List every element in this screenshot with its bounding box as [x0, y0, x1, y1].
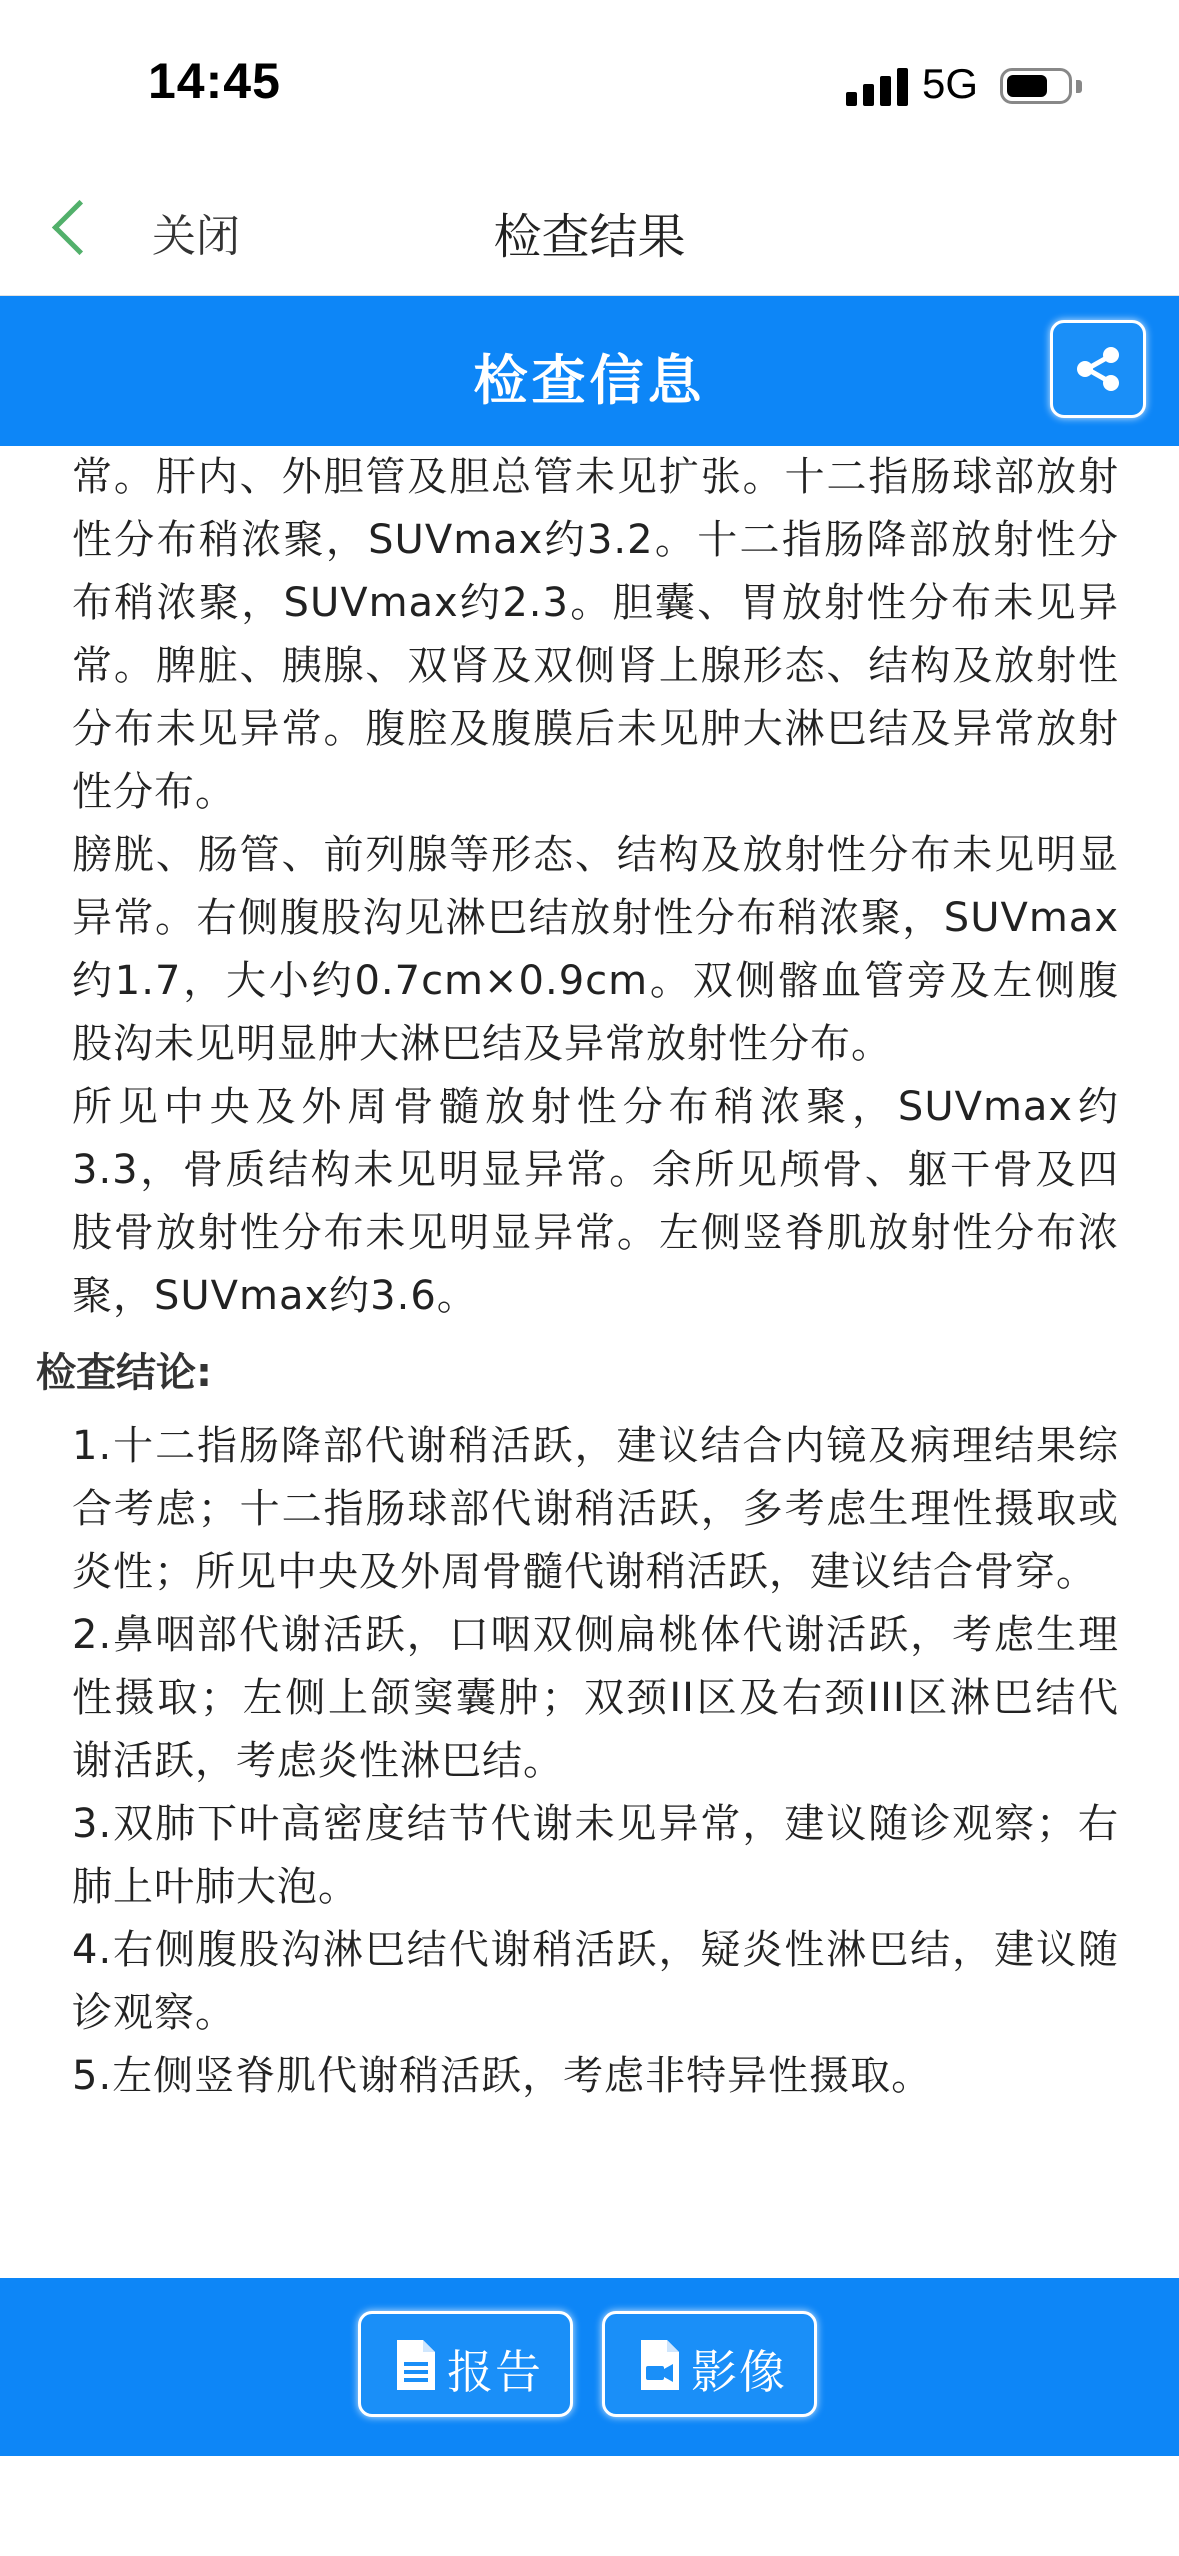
close-button[interactable]: 关闭 — [152, 211, 240, 262]
image-file-icon — [639, 2338, 681, 2392]
conclusion-item: 4.右侧腹股沟淋巴结代谢稍活跃，疑炎性淋巴结，建议随诊观察。 — [72, 1927, 1119, 2036]
status-bar — [0, 0, 1179, 170]
share-button[interactable] — [1050, 320, 1146, 418]
finding-paragraph: 常。肝内、外胆管及胆总管未见扩张。十二指肠球部放射性分布稍浓聚，SUVmax约3.2。十二指肠降部放射性分布稍浓聚，SUVmax约2.3。胆囊、胃放射性分布未见异常。脾脏、胰腺、双肾及双侧肾上腺形态、结构及放射性分布未见异常。腹腔及腹膜后未见肿大淋巴结及异常放射性分布。 — [72, 454, 1119, 815]
share-icon — [1073, 344, 1123, 394]
conclusion-item: 3.双肺下叶高密度结节代谢未见异常，建议随诊观察；右肺上叶肺大泡。 — [72, 1801, 1119, 1910]
report-button-label: 报告 — [447, 2345, 543, 2399]
document-icon — [395, 2338, 437, 2392]
conclusion-item: 5.左侧竖脊肌代谢稍活跃，考虑非特异性摄取。 — [72, 2053, 933, 2099]
finding-paragraph: 膀胱、肠管、前列腺等形态、结构及放射性分布未见明显异常。右侧腹股沟见淋巴结放射性分布稍浓聚，SUVmax约1.7，大小约0.7cm×0.9cm。双侧髂血管旁及左侧腹股沟未见明显肿大淋巴结及异常放射性分布。 — [72, 832, 1119, 1067]
signal-icon — [846, 66, 908, 106]
section-header — [0, 296, 1179, 446]
report-button[interactable] — [358, 2311, 573, 2417]
status-time: 14:45 — [148, 53, 281, 109]
section-title: 检查信息 — [473, 349, 706, 412]
image-button-label: 影像 — [691, 2345, 787, 2399]
footer-bar — [0, 2278, 1179, 2456]
conclusion-item: 1.十二指肠降部代谢稍活跃，建议结合内镜及病理结果综合考虑；十二指肠球部代谢稍活跃，多考虑生理性摄取或炎性；所见中央及外周骨髓代谢稍活跃，建议结合骨穿。 — [72, 1423, 1119, 1595]
conclusion-item: 2.鼻咽部代谢活跃，口咽双侧扁桃体代谢活跃，考虑生理性摄取；左侧上颌窦囊肿；双颈II区及右颈III区淋巴结代谢活跃，考虑炎性淋巴结。 — [72, 1612, 1119, 1784]
page-title: 检查结果 — [493, 209, 686, 265]
report-content[interactable] — [0, 446, 1179, 2278]
finding-paragraph: 所见中央及外周骨髓放射性分布稍浓聚，SUVmax约3.3，骨质结构未见明显异常。余所见颅骨、躯干骨及四肢骨放射性分布未见明显异常。左侧竖脊肌放射性分布浓聚，SUVmax约3.6。 — [72, 1084, 1119, 1319]
battery-tip — [1076, 80, 1082, 93]
battery-icon — [1000, 68, 1072, 104]
nav-bar — [0, 170, 1179, 296]
image-button[interactable] — [602, 2311, 817, 2417]
conclusion-title: 检查结论: — [36, 1350, 212, 1396]
network-label: 5G — [922, 60, 979, 107]
